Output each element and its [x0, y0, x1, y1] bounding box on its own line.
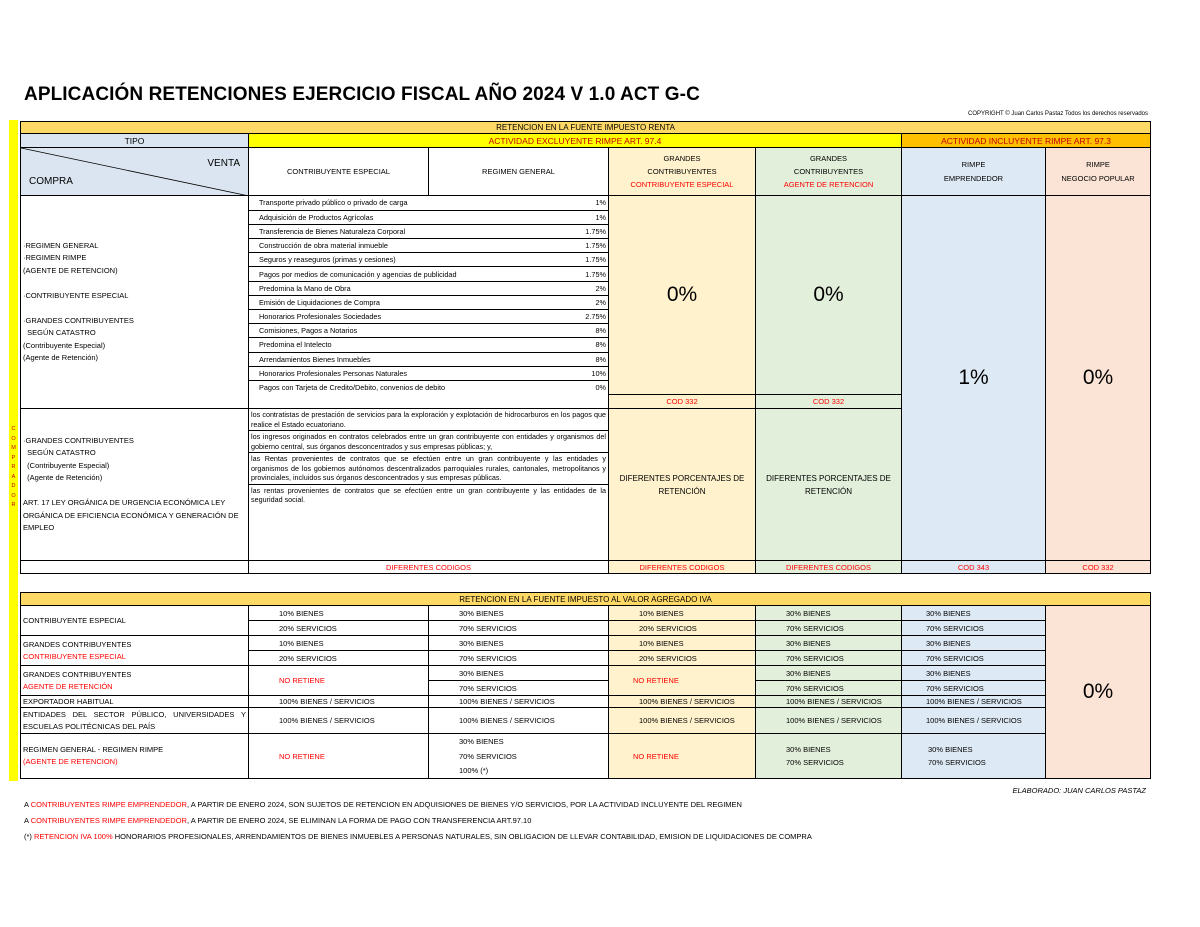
iva-no-retiene: NO RETIENE [249, 734, 429, 779]
note-highlight: CONTRIBUYENTES RIMPE EMPRENDEDOR [30, 816, 187, 825]
concept-row [249, 239, 608, 253]
concept-row [249, 224, 608, 238]
gc-ce-renta-cell [609, 196, 756, 409]
law-paragraph: los ingresos originados en contratos celebrados entre un gran contribuyente con entidades y organismos del gobierno central, sus órganos desconcentrados y sus empresas públicas; y, [251, 432, 606, 451]
concept-name: Pagos con Tarjeta de Credito/Debito, convenios de debito [249, 380, 572, 394]
side-letter: O [11, 492, 16, 499]
concept-rate: 1% [572, 210, 608, 224]
concept-rate: 10% [572, 366, 608, 380]
concept-row [249, 267, 608, 281]
compra-label: COMPRA [29, 176, 73, 187]
elaborado-label: ELABORADO: JUAN CARLOS PASTAZ [1012, 786, 1146, 795]
side-letter: D [11, 483, 16, 489]
iva-cell: 30% BIENES [429, 636, 609, 651]
iva-no-retiene: NO RETIENE [609, 734, 756, 779]
iva-row-gc-ce: GRANDES CONTRIBUYENTES CONTRIBUYENTE ESPECIAL [21, 636, 249, 666]
buyer-line: ·CONTRIBUYENTE ESPECIAL [23, 290, 129, 300]
concept-name: Construcción de obra material inmueble [249, 239, 572, 253]
iva-cell: 70% SERVICIOS [429, 621, 609, 636]
iva-cell: 70% SERVICIOS [756, 621, 902, 636]
iva-cell: 20% SERVICIOS [609, 651, 756, 666]
concept-rate: 8% [572, 352, 608, 366]
iva-cell: 30% BIENES 70% SERVICIOS [756, 734, 902, 779]
iva-cell: 100% BIENES / SERVICIOS [249, 708, 429, 734]
iva-row-ce: CONTRIBUYENTE ESPECIAL [21, 606, 249, 636]
col-rimpe-negocio-popular: RIMPE NEGOCIO POPULAR [1046, 148, 1151, 196]
concept-name: Arrendamientos Bienes Inmuebles [249, 352, 572, 366]
iva-cell: 70% SERVICIOS [902, 621, 1046, 636]
concept-rate: 1.75% [572, 224, 608, 238]
concept-rate: 8% [572, 338, 608, 352]
col-rimpe-emprendedor: RIMPE EMPRENDEDOR [902, 148, 1046, 196]
gc-ce-zero: 0% [666, 283, 698, 306]
concept-rate: 1% [572, 196, 608, 210]
iva-cell: 70% SERVICIOS [902, 651, 1046, 666]
iva-cell: 70% SERVICIOS [429, 681, 609, 696]
buyer-line: (Agente de Retención) [23, 353, 99, 362]
emprendedor-rate: 1% [902, 196, 1046, 561]
side-letter: O [11, 435, 16, 442]
concept-row [249, 196, 608, 210]
col-contribuyente-especial: CONTRIBUYENTE ESPECIAL [249, 148, 429, 196]
note-3 [24, 832, 812, 841]
buyer-line: (Contribuyente Especial) [23, 460, 110, 470]
side-letter: R [11, 464, 16, 470]
concept-name: Honorarios Profesionales Personas Naturales [249, 366, 572, 380]
concept-name: Transferencia de Bienes Naturaleza Corporal [249, 224, 572, 238]
iva-cell: 100% BIENES / SERVICIOS [609, 708, 756, 734]
gc-ar-diff-pct: DIFERENTES PORCENTAJES DE RETENCIÓN [756, 409, 902, 561]
iva-cell: 100% BIENES / SERVICIOS [609, 696, 756, 708]
note-highlight: CONTRIBUYENTES RIMPE EMPRENDEDOR [30, 800, 187, 809]
gc-ce-diff-pct: DIFERENTES PORCENTAJES DE RETENCIÓN [609, 409, 756, 561]
iva-cell: 30% BIENES [756, 666, 902, 681]
buyer-line: (Agente de Retención) [23, 473, 103, 482]
col-regimen-general: REGIMEN GENERAL [429, 148, 609, 196]
comprador-side-label [10, 425, 17, 511]
side-letter: M [11, 445, 16, 451]
iva-cell: 20% SERVICIOS [249, 621, 429, 636]
concept-name: Transporte privado público o privado de carga [249, 196, 572, 210]
incluyente-header: ACTIVIDAD INCLUYENTE RIMPE ART. 97.3 [902, 134, 1151, 148]
buyer-line [23, 485, 246, 498]
law-paragraphs-cell [249, 409, 609, 561]
concept-name: Seguros y reaseguros (primas y cesiones) [249, 253, 572, 267]
note-text: , A PARTIR DE ENERO 2024, SE ELIMINAN LA FORMA DE PAGO CON TRANSFERENCIA ART.97.10 [186, 816, 532, 825]
law-paragraph: las rentas provenientes de contratos que se efectúen entre un gran contribuyente y las entidades de la seguridad social. [251, 485, 606, 504]
copyright-note: COPYRIGHT © Juan Carlos Pastaz Todos los derechos reservados [968, 111, 1148, 117]
concept-row [249, 310, 608, 324]
iva-cell: 100% BIENES / SERVICIOS [429, 696, 609, 708]
iva-no-retiene: NO RETIENE [609, 666, 756, 696]
diff-codes-gc-ce: DIFERENTES CODIGOS [609, 561, 756, 574]
iva-cell: 100% BIENES / SERVICIOS [756, 696, 902, 708]
buyers-group-2 [21, 409, 249, 561]
buyer-line: SEGÚN CATASTRO [23, 328, 96, 337]
buyer-line: SEGÚN CATASTRO [23, 448, 96, 457]
renta-table [20, 121, 1151, 574]
buyer-line: ·GRANDES CONTRIBUYENTES [23, 315, 134, 325]
iva-popular-rate: 0% [1046, 606, 1151, 779]
iva-cell: 100% BIENES / SERVICIOS [902, 696, 1046, 708]
iva-cell: 20% SERVICIOS [609, 621, 756, 636]
iva-row-regimen-general: REGIMEN GENERAL - REGIMEN RIMPE (AGENTE DE RETENCION) [21, 734, 249, 779]
note-prefix: A [24, 816, 31, 825]
concept-rate: 2% [572, 281, 608, 295]
iva-cell: 20% SERVICIOS [249, 651, 429, 666]
concept-name: Predomina la Mano de Obra [249, 281, 572, 295]
concept-row [249, 324, 608, 338]
buyer-line: ·REGIMEN GENERAL [23, 240, 99, 250]
concept-name: Predomina el Intelecto [249, 338, 572, 352]
iva-cell: 10% BIENES [609, 606, 756, 621]
concept-rate: 1.75% [572, 239, 608, 253]
iva-cell: 70% SERVICIOS [902, 681, 1046, 696]
iva-cell: 30% BIENES [902, 606, 1046, 621]
gc-ce-cod: COD 332 [609, 394, 755, 408]
venta-compra-corner [21, 148, 249, 196]
diff-codes-main: DIFERENTES CODIGOS [249, 561, 609, 574]
col-grandes-contribuyentes-ar: GRANDES CONTRIBUYENTES AGENTE DE RETENCION [756, 148, 902, 196]
buyer-line [23, 277, 246, 290]
iva-cell: 30% BIENES [429, 666, 609, 681]
note-2 [24, 816, 531, 825]
concepts-table [249, 196, 608, 395]
law-paragraph: las Rentas provenientes de contratos que se efectúen entre un gran contribuyente y las entidades y organismos de los gobiernos autónomos descentralizados parroquiales rurales, cantonales, metropolitanos y provinciales, incluidos sus órganos desconcentrados y sus empresas públicas. [251, 454, 606, 482]
gc-ar-zero: 0% [813, 283, 844, 306]
buyer-line: ART. 17 LEY ORGÁNICA DE URGENCIA ECONÓMICA LEY ORGÁNICA DE EFICIENCIA ECONÓMICA Y GENERACIÓN DE EMPLEO [23, 498, 241, 532]
iva-cell: 100% BIENES / SERVICIOS [429, 708, 609, 734]
iva-cell: 30% BIENES [756, 636, 902, 651]
concept-name: Adquisición de Productos Agrícolas [249, 210, 572, 224]
note-prefix: A [24, 800, 31, 809]
buyer-line: ·REGIMEN RIMPE [23, 253, 87, 262]
concept-name: Honorarios Profesionales Sociedades [249, 310, 572, 324]
iva-row-exportador: EXPORTADOR HABITUAL [21, 696, 249, 708]
side-letter: A [11, 473, 16, 480]
iva-cell: 100% (*) [429, 764, 609, 779]
renta-banner: RETENCION EN LA FUENTE IMPUESTO RENTA [21, 122, 1151, 134]
iva-cell: 30% BIENES [756, 606, 902, 621]
concept-rate: 2.75% [572, 310, 608, 324]
tipo-header: TIPO [21, 134, 249, 148]
buyer-line [23, 302, 246, 315]
iva-row-sector-publico: ENTIDADES DEL SECTOR PÚBLICO, UNIVERSIDADES Y ESCUELAS POLITÉCNICAS DEL PAÍS [21, 708, 249, 734]
gc-ar-cod: COD 332 [756, 394, 901, 408]
iva-table [20, 592, 1151, 779]
concept-row [249, 210, 608, 224]
cod-343: COD 343 [902, 561, 1046, 574]
iva-cell: 10% BIENES [249, 636, 429, 651]
iva-cell: 30% BIENES [902, 636, 1046, 651]
concept-row [249, 281, 608, 295]
law-paragraph: los contratistas de prestación de servicios para la exploración y explotación de hidrocarburos en los pagos que realice el Estado ecuatoriano. [251, 410, 606, 429]
concept-row [249, 338, 608, 352]
note-highlight: RETENCION IVA 100% [34, 832, 113, 841]
empty-cell [21, 561, 249, 574]
concepts-cell [249, 196, 609, 409]
note-text: , A PARTIR DE ENERO 2024, SON SUJETOS DE RETENCION EN ADQUISIONES DE BIENES Y/O SERVICIOS, POR LA ACTIVIDAD INCLUYENTE DEL REGIMEN [186, 800, 742, 809]
venta-label: VENTA [207, 158, 240, 169]
cod-332: COD 332 [1046, 561, 1151, 574]
buyers-group-1 [21, 196, 249, 409]
iva-cell: 30% BIENES [429, 734, 609, 749]
concept-name: Pagos por medios de comunicación y agencias de publicidad [249, 267, 572, 281]
note-prefix: (*) [24, 832, 34, 841]
concept-name: Emisión de Liquidaciones de Compra [249, 295, 572, 309]
iva-cell: 70% SERVICIOS [429, 749, 609, 764]
iva-cell: 70% SERVICIOS [756, 681, 902, 696]
side-letter: P [11, 454, 16, 461]
concept-rate: 1.75% [572, 267, 608, 281]
iva-cell: 100% BIENES / SERVICIOS [902, 708, 1046, 734]
concept-row [249, 352, 608, 366]
iva-cell: 30% BIENES [429, 606, 609, 621]
concept-row [249, 380, 608, 394]
diff-codes-gc-ar: DIFERENTES CODIGOS [756, 561, 902, 574]
concept-rate: 0% [572, 380, 608, 394]
buyer-line: ·GRANDES CONTRIBUYENTES [23, 435, 134, 445]
concept-rate: 2% [572, 295, 608, 309]
buyer-line: (AGENTE DE RETENCION) [23, 265, 118, 275]
col-grandes-contribuyentes-ce: GRANDES CONTRIBUYENTES CONTRIBUYENTE ESPECIAL [609, 148, 756, 196]
iva-banner: RETENCION EN LA FUENTE IMPUESTO AL VALOR AGREGADO IVA [21, 593, 1151, 606]
side-letter: C [11, 426, 16, 432]
iva-cell: 100% BIENES / SERVICIOS [756, 708, 902, 734]
iva-no-retiene: NO RETIENE [249, 666, 429, 696]
excluyente-header: ACTIVIDAD EXCLUYENTE RIMPE ART. 97.4 [249, 134, 902, 148]
iva-cell: 70% SERVICIOS [756, 651, 902, 666]
concept-row [249, 253, 608, 267]
concept-row [249, 366, 608, 380]
iva-cell: 10% BIENES [609, 636, 756, 651]
concept-name: Comisiones, Pagos a Notarios [249, 324, 572, 338]
popular-rate: 0% [1046, 196, 1151, 561]
iva-cell: 10% BIENES [249, 606, 429, 621]
iva-cell: 30% BIENES 70% SERVICIOS [902, 734, 1046, 779]
side-letter: R [11, 502, 16, 508]
concept-row [249, 295, 608, 309]
iva-cell: 100% BIENES / SERVICIOS [249, 696, 429, 708]
iva-cell: 70% SERVICIOS [429, 651, 609, 666]
diagonal-divider [21, 148, 249, 196]
concept-rate: 8% [572, 324, 608, 338]
iva-cell: 30% BIENES [902, 666, 1046, 681]
note-text: HONORARIOS PROFESIONALES, ARRENDAMIENTOS DE BIENES INMUEBLES A PERSONAS NATURALES, SIN OBLIGACION DE LLEVAR CONTABILIDAD, EMISION DE LIQUIDACIONES DE COMPRA [112, 832, 812, 841]
gc-ar-renta-cell [756, 196, 902, 409]
concept-rate: 1.75% [572, 253, 608, 267]
iva-row-gc-ar: GRANDES CONTRIBUYENTES AGENTE DE RETENCIÓN [21, 666, 249, 696]
buyer-line: (Contribuyente Especial) [23, 340, 106, 350]
note-1 [24, 800, 742, 809]
page-title: APLICACIÓN RETENCIONES EJERCICIO FISCAL AÑO 2024 V 1.0 ACT G-C [24, 84, 700, 105]
